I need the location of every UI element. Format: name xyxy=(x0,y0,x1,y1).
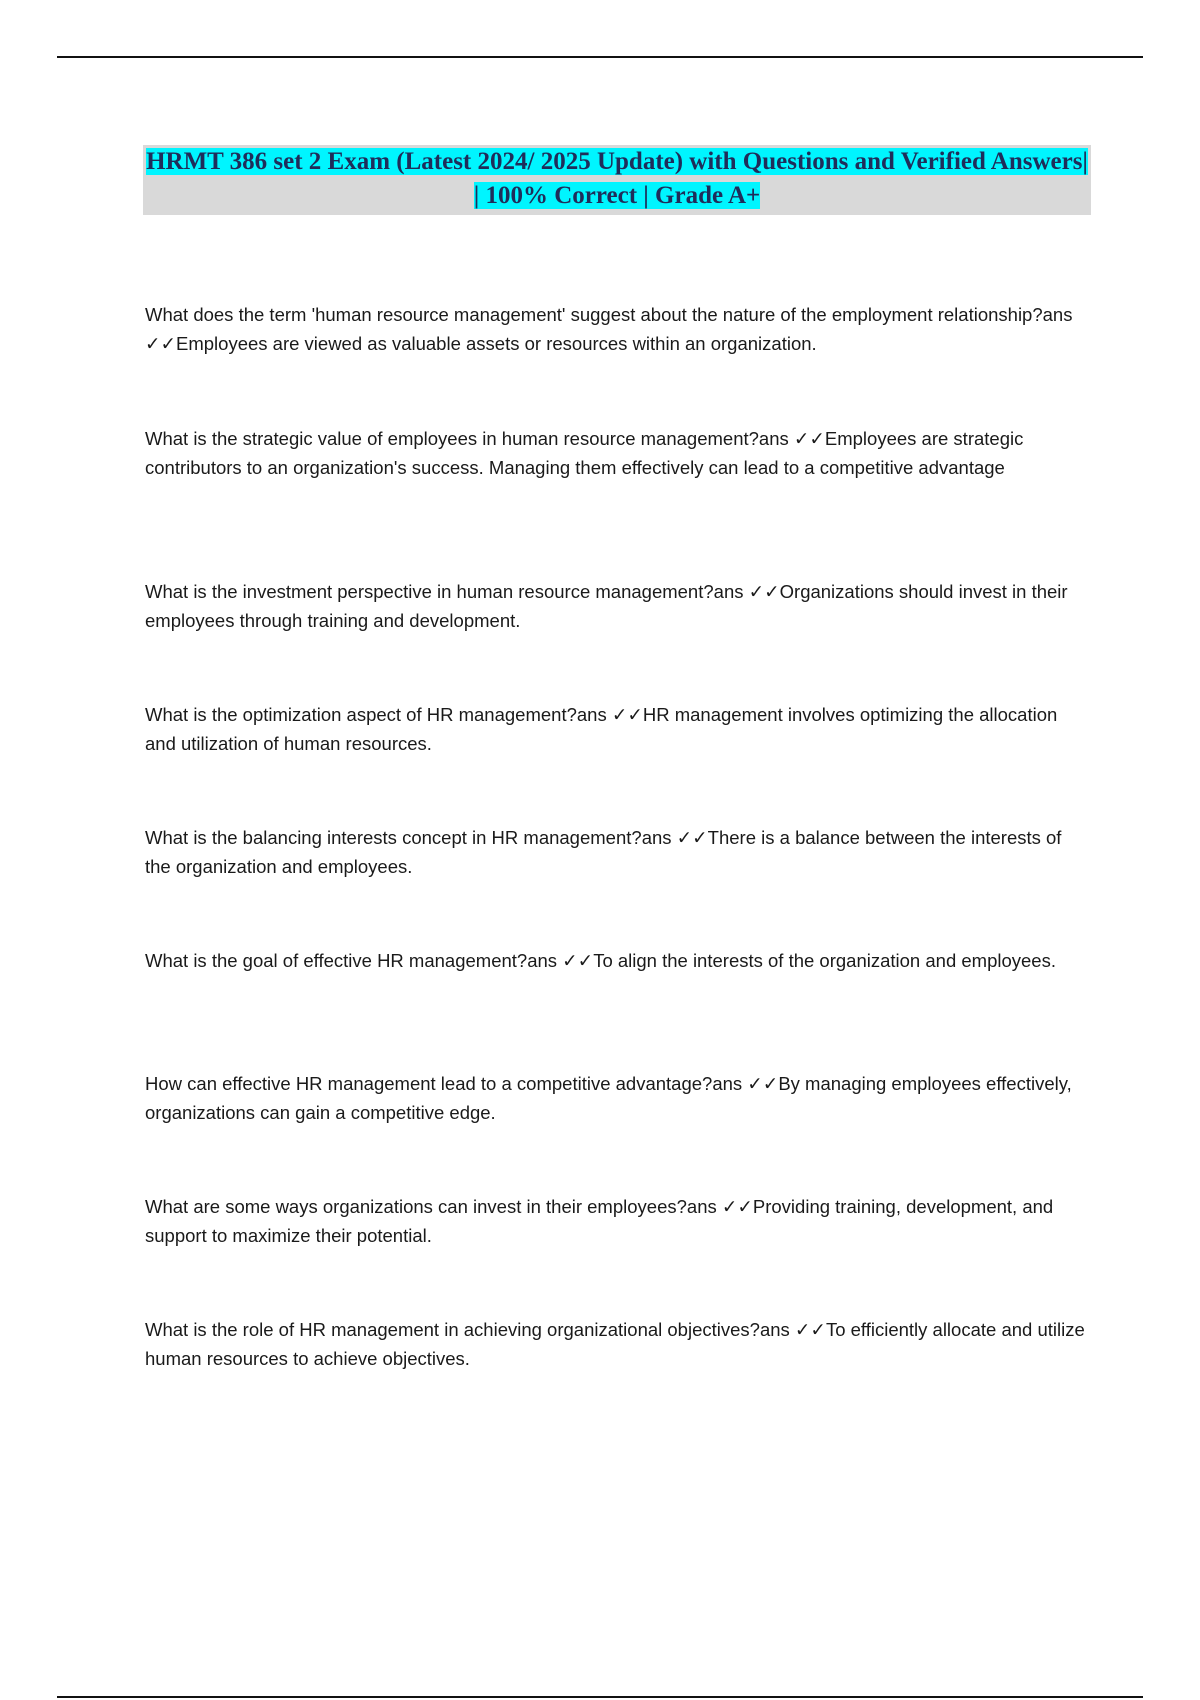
answer-text: To align the interests of the organization and employees. xyxy=(593,950,1056,971)
qa-item xyxy=(145,946,1090,975)
answer-marker: ans ✓✓ xyxy=(713,581,780,602)
question-text: What is the balancing interests concept in HR management? xyxy=(145,827,642,848)
top-divider xyxy=(57,56,1143,58)
qa-item xyxy=(145,700,1090,758)
question-text: What is the investment perspective in human resource management? xyxy=(145,581,714,602)
answer-marker: ans ✓✓ xyxy=(145,304,1073,354)
qa-item xyxy=(145,1192,1090,1250)
question-text: What is the goal of effective HR management? xyxy=(145,950,528,971)
question-text: How can effective HR management lead to a competitive advantage? xyxy=(145,1073,713,1094)
qa-item xyxy=(145,823,1090,881)
answer-marker: ans ✓✓ xyxy=(759,1319,826,1340)
question-text: What is the strategic value of employees in human resource management? xyxy=(145,428,759,449)
answer-text: Providing training, development, and support to maximize their potential. xyxy=(145,1196,1054,1246)
document-title-band xyxy=(143,145,1091,215)
qa-item xyxy=(145,300,1090,358)
document-title: HRMT 386 set 2 Exam (Latest 2024/ 2025 Update) with Questions and Verified Answers| | 100% Correct | Grade A+ xyxy=(146,148,1088,209)
question-text: What is the role of HR management in achieving organizational objectives? xyxy=(145,1319,760,1340)
answer-text: HR management involves optimizing the allocation and utilization of human resources. xyxy=(145,704,1058,754)
qa-item xyxy=(145,424,1090,482)
answer-text: Organizations should invest in their employees through training and development. xyxy=(145,581,1068,631)
answer-marker: ans ✓✓ xyxy=(527,950,594,971)
answer-marker: ans ✓✓ xyxy=(641,827,708,848)
qa-item xyxy=(145,1069,1090,1127)
answer-text: Employees are viewed as valuable assets or resources within an organization. xyxy=(176,333,817,354)
question-text: What are some ways organizations can invest in their employees? xyxy=(145,1196,687,1217)
question-text: What does the term 'human resource management' suggest about the nature of the employment relationship? xyxy=(145,304,1043,325)
qa-item xyxy=(145,577,1090,635)
answer-marker: ans ✓✓ xyxy=(576,704,643,725)
question-text: What is the optimization aspect of HR management? xyxy=(145,704,577,725)
answer-marker: ans ✓✓ xyxy=(758,428,825,449)
answer-marker: ans ✓✓ xyxy=(712,1073,779,1094)
bottom-divider xyxy=(57,1696,1143,1698)
answer-marker: ans ✓✓ xyxy=(686,1196,753,1217)
answer-text: There is a balance between the interests of the organization and employees. xyxy=(145,827,1062,877)
answer-text: Employees are strategic contributors to an organization's success. Managing them effectively can lead to a competitive advantage xyxy=(145,428,1024,478)
answer-text: To efficiently allocate and utilize human resources to achieve objectives. xyxy=(145,1319,1085,1369)
qa-item xyxy=(145,1315,1090,1373)
answer-text: By managing employees effectively, organizations can gain a competitive edge. xyxy=(145,1073,1072,1123)
